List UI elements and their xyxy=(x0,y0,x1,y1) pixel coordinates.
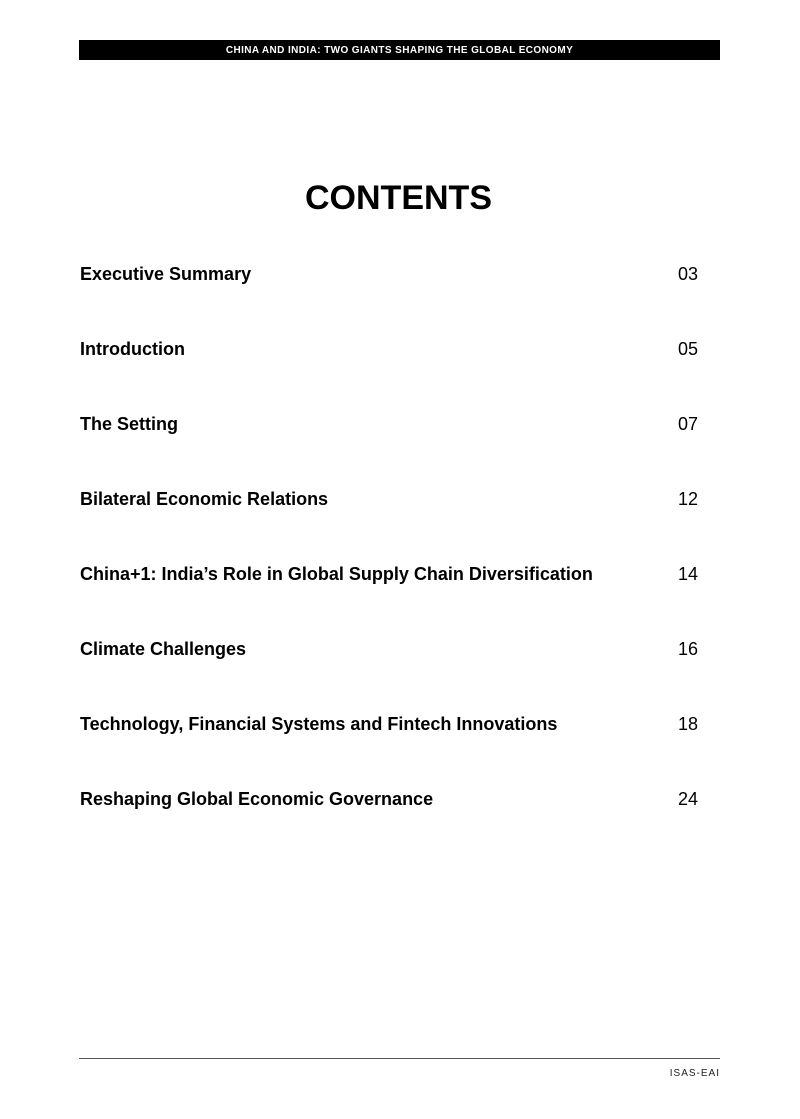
footer-divider xyxy=(79,1058,720,1059)
toc-entry-climate-challenges[interactable] xyxy=(80,635,698,710)
toc-entry-page: 07 xyxy=(677,414,698,434)
toc-entry-label: Bilateral Economic Relations xyxy=(80,489,329,509)
toc-entry-page: 14 xyxy=(677,564,698,584)
toc-entry-label: China+1: India’s Role in Global Supply Chain Diversification xyxy=(80,564,593,584)
toc-entry-page: 24 xyxy=(677,789,698,809)
toc-entry-the-setting[interactable] xyxy=(80,410,698,485)
toc-entry-technology-fintech[interactable] xyxy=(80,710,698,785)
table-of-contents xyxy=(80,260,698,860)
toc-entry-introduction[interactable] xyxy=(80,335,698,410)
toc-entry-china-plus-one[interactable] xyxy=(80,560,698,635)
toc-entry-label: The Setting xyxy=(80,414,178,434)
toc-entry-executive-summary[interactable] xyxy=(80,260,698,335)
toc-entry-bilateral-economic-relations[interactable] xyxy=(80,485,698,560)
footer-publisher: ISAS-EAI xyxy=(669,1068,720,1079)
running-header xyxy=(79,40,720,60)
toc-entry-page: 16 xyxy=(677,639,698,659)
toc-entry-label: Technology, Financial Systems and Fintech Innovations xyxy=(80,714,558,734)
page-title: CONTENTS xyxy=(305,179,492,217)
toc-entry-label: Executive Summary xyxy=(80,264,252,284)
toc-entry-page: 05 xyxy=(677,339,698,359)
toc-entry-label: Introduction xyxy=(80,339,185,359)
toc-entry-label: Climate Challenges xyxy=(80,639,247,659)
toc-entry-page: 12 xyxy=(677,489,698,509)
running-header-title: CHINA AND INDIA: TWO GIANTS SHAPING THE GLOBAL ECONOMY xyxy=(225,44,574,56)
toc-entry-page: 03 xyxy=(677,264,698,284)
toc-entry-page: 18 xyxy=(677,714,698,734)
toc-entry-label: Reshaping Global Economic Governance xyxy=(80,789,434,809)
toc-entry-global-economic-governance[interactable] xyxy=(80,785,698,860)
